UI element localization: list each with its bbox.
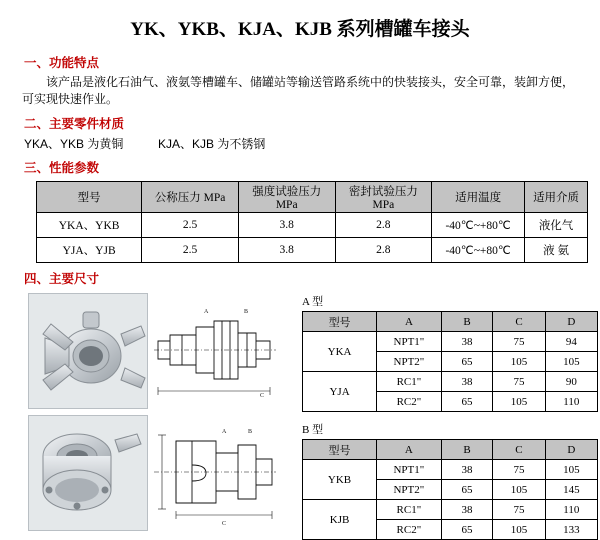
svg-text:A: A	[204, 309, 209, 315]
dim-b-r1c3: 105	[493, 480, 545, 500]
dim-b-r2c2: 38	[441, 500, 493, 520]
dim-a-r2c2: 38	[441, 372, 493, 392]
dim-b-r1c4: 145	[545, 480, 597, 500]
dim-a-header-2: B	[441, 312, 493, 332]
dim-b-r1c1: NPT2"	[377, 480, 442, 500]
section-heading-dimensions: 四、主要尺寸	[24, 272, 100, 286]
perf-r1c4: -40℃~+80℃	[432, 238, 525, 263]
perf-r1c5: 液 氨	[525, 238, 588, 263]
performance-table	[36, 181, 588, 263]
dim-b-r3c2: 65	[441, 520, 493, 540]
dim-a-r1c4: 105	[545, 352, 597, 372]
coupling-drawing-a	[152, 293, 278, 407]
dim-b-r0c2: 38	[441, 460, 493, 480]
dim-b-r0c4: 105	[545, 460, 597, 480]
perf-r0c3: 2.8	[335, 213, 432, 238]
dim-b-r3c1: RC2"	[377, 520, 442, 540]
coupling-drawing-b	[152, 415, 278, 529]
material-line	[24, 135, 586, 152]
table-row	[37, 238, 588, 263]
dim-a-r1c1: NPT2"	[377, 352, 442, 372]
dim-b-header-1: A	[377, 440, 442, 460]
image-column	[28, 293, 283, 537]
dim-caption-b: B 型	[302, 424, 324, 436]
table-row	[303, 500, 598, 520]
table-row	[303, 372, 598, 392]
svg-text:B: B	[244, 309, 249, 315]
table-row	[303, 460, 598, 480]
svg-text:C: C	[222, 521, 227, 527]
perf-r1c2: 3.8	[238, 238, 335, 263]
svg-text:C: C	[260, 393, 265, 399]
dim-a-r0c3: 75	[493, 332, 545, 352]
table-header-row	[303, 440, 598, 460]
dim-a-header-1: A	[377, 312, 442, 332]
image-row-a	[28, 293, 283, 409]
dimension-table-b	[302, 439, 598, 540]
dim-a-r0c2: 38	[441, 332, 493, 352]
page-title: YK、YKB、KJA、KJB 系列槽罐车接头	[130, 19, 470, 40]
dim-a-r3c3: 105	[493, 392, 545, 412]
perf-r1c3: 2.8	[335, 238, 432, 263]
dim-b-header-2: B	[441, 440, 493, 460]
dim-a-header-4: D	[545, 312, 597, 332]
dim-b-r3c4: 133	[545, 520, 597, 540]
dim-b-r0c1: NPT1"	[377, 460, 442, 480]
dim-b-r2c3: 75	[493, 500, 545, 520]
dim-a-r3c4: 110	[545, 392, 597, 412]
dim-b-header-0: 型号	[303, 440, 377, 460]
material-right: KJA、KJB 为不锈钢	[158, 137, 266, 151]
section-heading-features: 一、功能特点	[24, 56, 100, 70]
image-row-b	[28, 415, 283, 531]
dim-b-group-0: YKB	[303, 460, 377, 500]
dim-a-r2c1: RC1"	[377, 372, 442, 392]
perf-header-0: 型号	[37, 182, 142, 213]
perf-r0c2: 3.8	[238, 213, 335, 238]
features-paragraph: 该产品是液化石油气、液氨等槽罐车、储罐站等输送管路系统中的快装接头，安全可靠，装卸方便，可实现快速作业。	[22, 75, 575, 106]
dim-b-r2c4: 110	[545, 500, 597, 520]
dim-a-header-3: C	[493, 312, 545, 332]
dim-b-r3c3: 105	[493, 520, 545, 540]
dim-a-r1c3: 105	[493, 352, 545, 372]
svg-text:A: A	[222, 429, 227, 435]
perf-r0c5: 液化气	[525, 213, 588, 238]
perf-header-1: 公称压力 MPa	[142, 182, 239, 213]
section-heading-material: 二、主要零件材质	[24, 117, 125, 131]
dim-a-r0c1: NPT1"	[377, 332, 442, 352]
dim-a-r2c3: 75	[493, 372, 545, 392]
dim-b-r2c1: RC1"	[377, 500, 442, 520]
dimension-block-b	[302, 421, 598, 540]
perf-r0c1: 2.5	[142, 213, 239, 238]
perf-header-4: 适用温度	[432, 182, 525, 213]
material-left: YKA、YKB 为黄铜	[24, 137, 124, 151]
perf-header-5: 适用介质	[525, 182, 588, 213]
table-row	[303, 332, 598, 352]
table-header-row	[37, 182, 588, 213]
dimension-table-a	[302, 311, 598, 412]
dimension-block-a	[302, 293, 598, 412]
dim-a-group-0: YKA	[303, 332, 377, 372]
coupling-photo-b	[28, 415, 148, 531]
perf-header-2: 强度试验压力 MPa	[238, 182, 335, 213]
perf-header-3: 密封试验压力 MPa	[335, 182, 432, 213]
dim-b-r0c3: 75	[493, 460, 545, 480]
dim-a-header-0: 型号	[303, 312, 377, 332]
perf-r0c0: YKA、YKB	[37, 213, 142, 238]
table-row	[37, 213, 588, 238]
table-header-row	[303, 312, 598, 332]
section-heading-performance: 三、性能参数	[24, 161, 100, 175]
perf-r1c1: 2.5	[142, 238, 239, 263]
perf-r0c4: -40℃~+80℃	[432, 213, 525, 238]
dim-a-r0c4: 94	[545, 332, 597, 352]
dim-a-r2c4: 90	[545, 372, 597, 392]
dim-b-r1c2: 65	[441, 480, 493, 500]
dim-caption-a: A 型	[302, 296, 324, 308]
dim-a-group-1: YJA	[303, 372, 377, 412]
dim-b-group-1: KJB	[303, 500, 377, 540]
dim-a-r3c1: RC2"	[377, 392, 442, 412]
dim-b-header-4: D	[545, 440, 597, 460]
dim-a-r1c2: 65	[441, 352, 493, 372]
perf-r1c0: YJA、YJB	[37, 238, 142, 263]
coupling-photo-a	[28, 293, 148, 409]
svg-text:B: B	[248, 429, 253, 435]
dim-a-r3c2: 65	[441, 392, 493, 412]
dim-b-header-3: C	[493, 440, 545, 460]
